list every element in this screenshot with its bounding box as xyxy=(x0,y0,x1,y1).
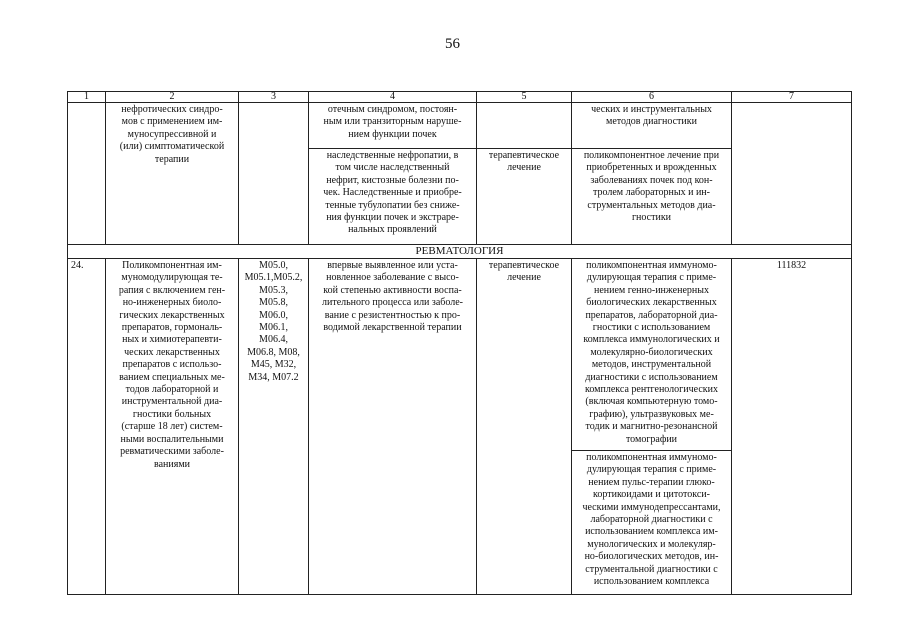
icd-codes: M05.0, M05.1,M05.2, M05.3, M05.8, M06.0, M06.1, M06.4, M06.8, M08, M45, M32, M34, M07.2 xyxy=(239,259,309,595)
cont-method-a: ческих и инструментальных методов диагностики xyxy=(572,103,732,149)
column-number-header xyxy=(68,92,852,103)
header-col-6: 6 xyxy=(572,92,732,103)
row-24-a xyxy=(68,259,852,451)
header-col-7: 7 xyxy=(732,92,852,103)
treatment-table xyxy=(67,91,852,595)
method-description-a: поликомпонентная иммуномо- дулирующая терапия с приме- нением генно-инженерных биологических лекарственных препаратов, лабораторной диа- гностики с использованием комплекса иммунологических и молекулярно-биологических методов, инструментальной диагностики с использованием комплекса рентгенологических (включая компьютерную томо- графию), ультразвуковых ме- тодик и магнитно-резонансной томографии xyxy=(572,259,732,451)
cont-tariff xyxy=(732,103,852,245)
page-number: 56 xyxy=(445,36,460,52)
continued-row-a xyxy=(68,103,852,149)
cont-treatment-a xyxy=(477,103,572,149)
cont-diagnosis-a: отечным синдромом, постоян- ным или транзиторным наруше- нием функции почек xyxy=(309,103,477,149)
cont-method-name: нефротических синдро- мов с применением им- муносупрессивной и (или) симптоматической терапии xyxy=(106,103,239,245)
treatment-type: терапевтическое лечение xyxy=(477,259,572,595)
method-description-b: поликомпонентная иммуномо- дулирующая терапия с приме- нением пульс-терапии глюко- кортикоидами и цитотокси- ческими иммунодепрессантами, лабораторной диагностики с использованием комплекса им- мунологических и молекуляр- но-биологических методов, ин- струментальной диагностики с использованием комплекса xyxy=(572,451,732,595)
header-col-5: 5 xyxy=(477,92,572,103)
tariff: 111832 xyxy=(732,259,852,595)
cont-diagnosis-b: наследственные нефропатии, в том числе наследственный нефрит, кистозные болезни по- чек. Наследственные и приобре- тенные тубулопатии без сниже- ния функции почек и экстраре- нальных проявлений xyxy=(309,149,477,245)
row-number: 24. xyxy=(68,259,106,595)
patient-model: впервые выявленное или уста- новленное заболевание с высо- кой степенью активности воспа- лительного процесса или заболе- вание с резистентностью к про- водимой лекарственной терапии xyxy=(309,259,477,595)
header-col-1: 1 xyxy=(68,92,106,103)
header-col-4: 4 xyxy=(309,92,477,103)
header-col-3: 3 xyxy=(239,92,309,103)
cont-col1 xyxy=(68,103,106,245)
header-col-2: 2 xyxy=(106,92,239,103)
cont-method-b: поликомпонентное лечение при приобретенных и врожденных заболеваниях почек под кон- тролем лабораторных и ин- струментальных методов диа- гностики xyxy=(572,149,732,245)
cont-treatment-b: терапевтическое лечение xyxy=(477,149,572,245)
method-name: Поликомпонентная им- муномодулирующая те- рапия с включением ген- но-инженерных биоло- гических лекарственных препаратов, гормональ- ных и химиотерапевти- ческих лекарственных препаратов с использо- ванием специальных ме- тодов лабораторной и инструментальной диа- гностики больных (старше 18 лет) систем- ными воспалительными ревматическими заболе- ваниями xyxy=(106,259,239,595)
section-row xyxy=(68,245,852,259)
section-title: РЕВМАТОЛОГИЯ xyxy=(68,245,852,259)
cont-codes xyxy=(239,103,309,245)
